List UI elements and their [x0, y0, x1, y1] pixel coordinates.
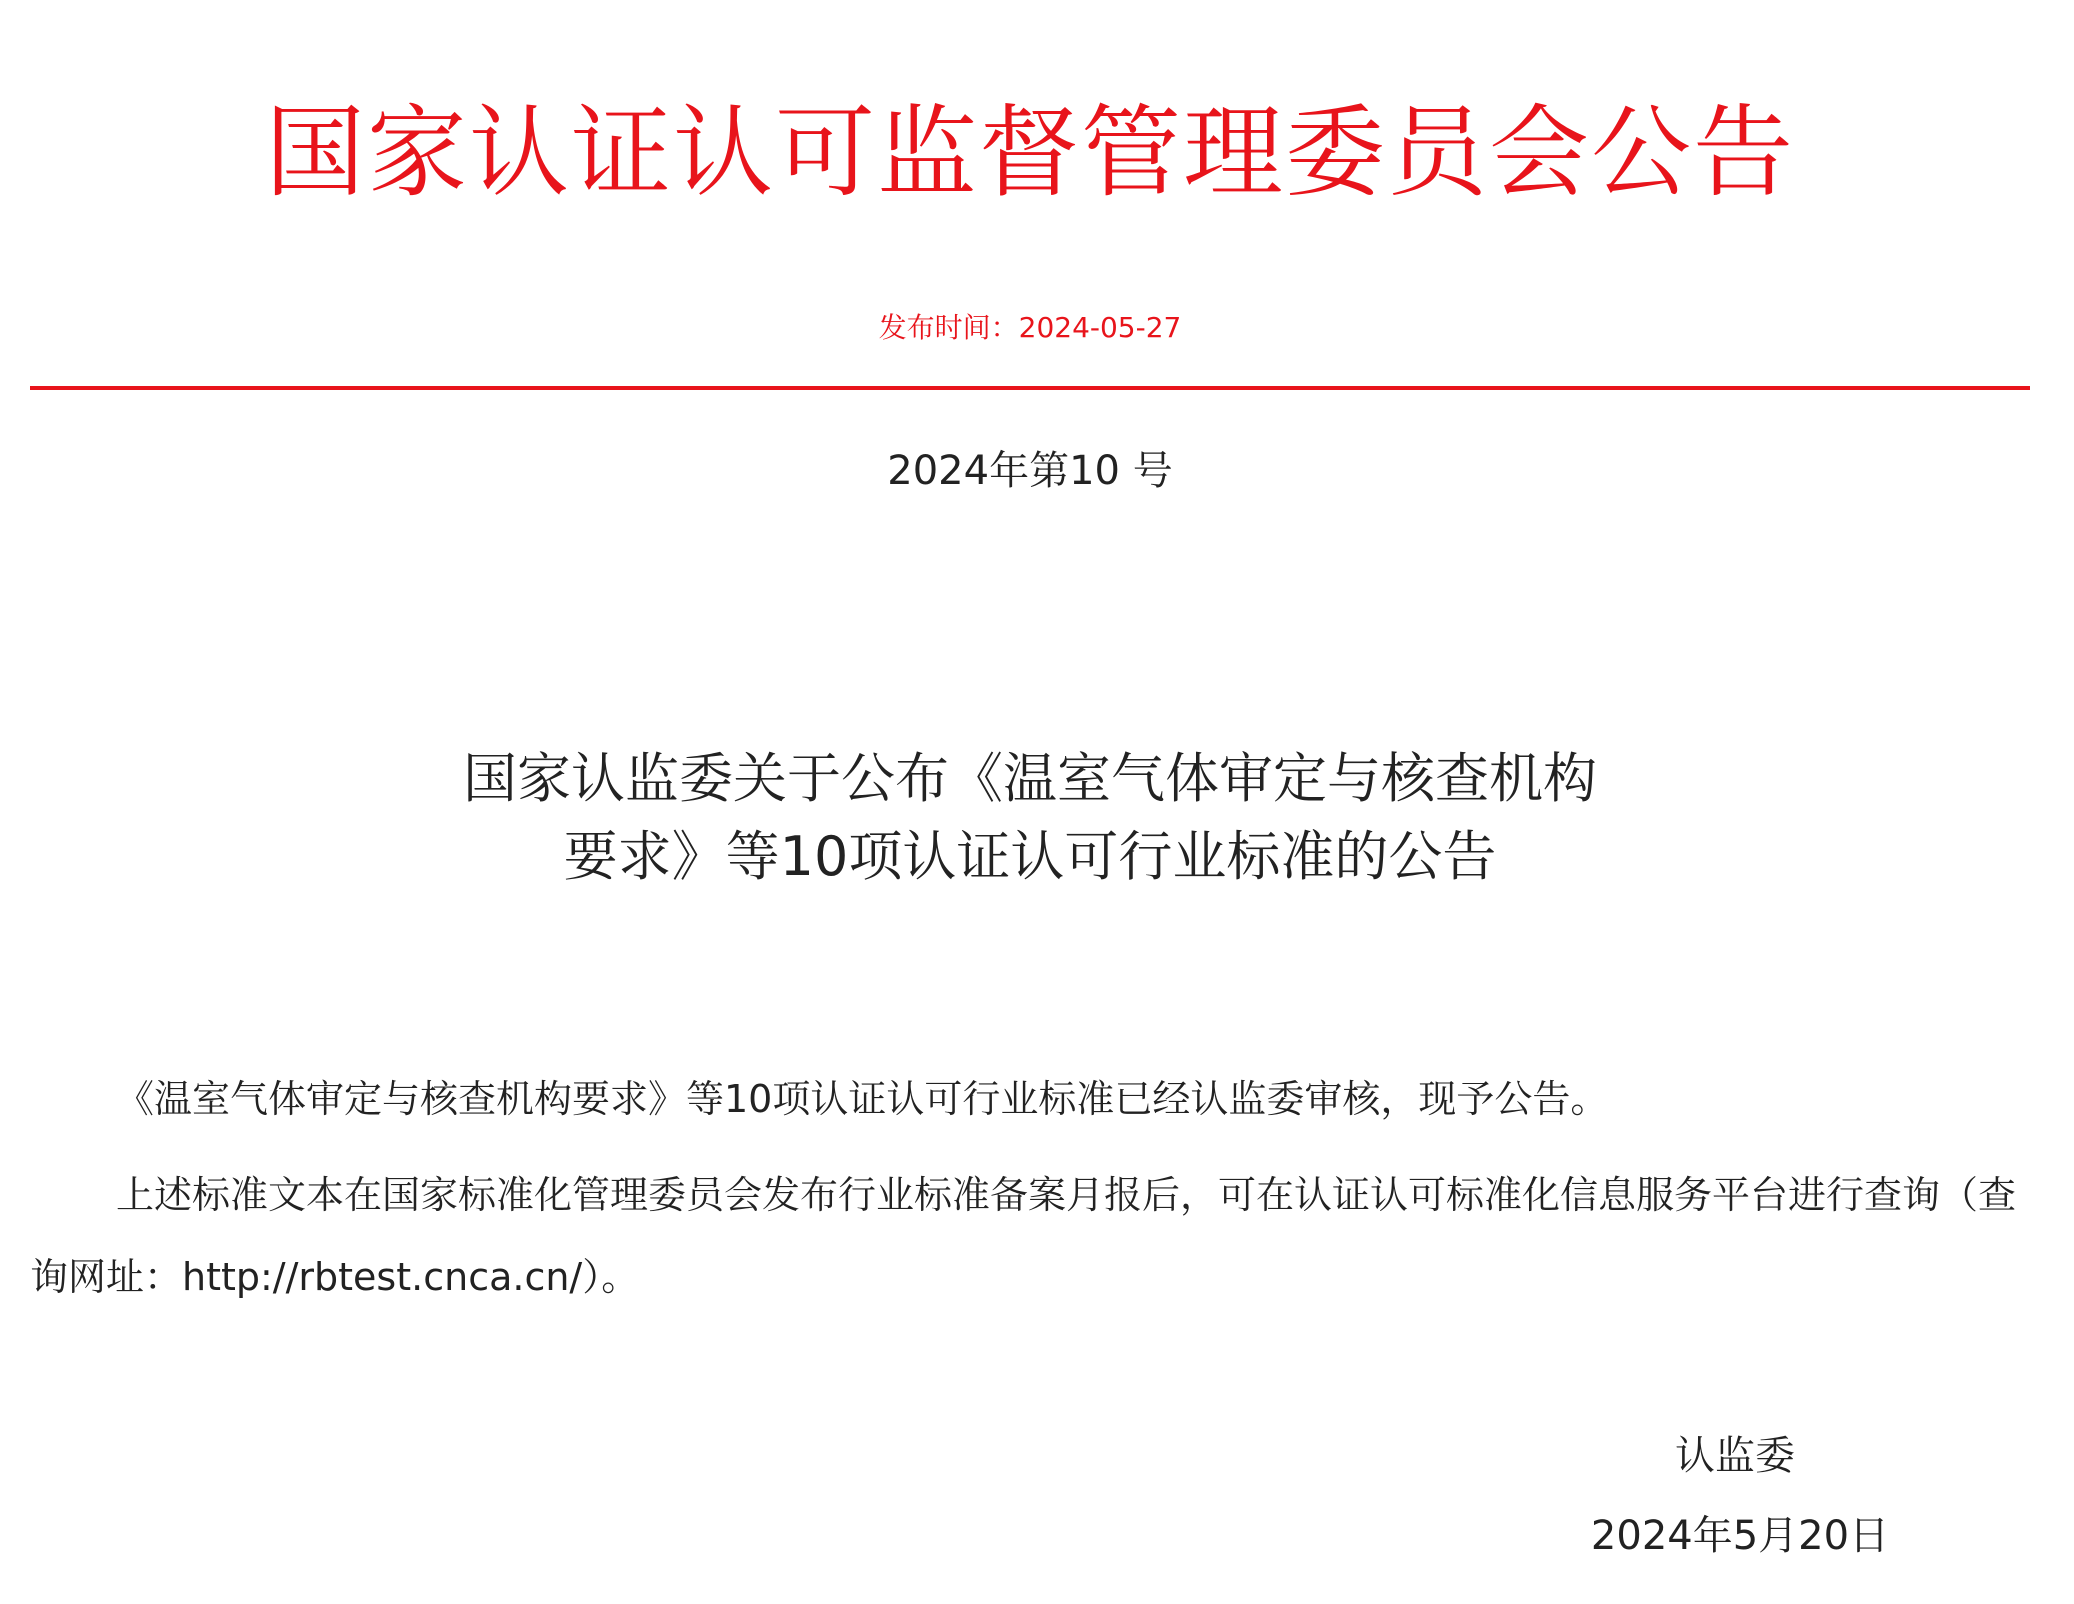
body-paragraph: 上述标准文本在国家标准化管理委员会发布行业标准备案月报后，可在认证认可标准化信息服务平台进行查询（查询网址：http://rbtest.cnca.cn/）。 — [30, 1173, 2017, 1299]
sign-date: 2024年5月20日 — [1590, 1513, 1890, 1559]
notice-title-line: 要求》等10项认证认可行业标准的公告 — [563, 825, 1497, 888]
publish-time: 发布时间：2024-05-27 — [878, 311, 1182, 344]
notice-title — [300, 740, 1760, 896]
document-number: 2024年第10 号 — [887, 448, 1173, 494]
header-divider — [30, 386, 2030, 390]
announcement-header-title: 国家认证认可监督管理委员会公告 — [265, 94, 1795, 211]
body-paragraph: 《温室气体审定与核查机构要求》等10项认证认可行业标准已经认监委审核，现予公告。 — [116, 1077, 1609, 1121]
notice-title-line: 国家认监委关于公布《温室气体审定与核查机构 — [463, 747, 1597, 810]
signer: 认监委 — [1675, 1433, 1795, 1479]
